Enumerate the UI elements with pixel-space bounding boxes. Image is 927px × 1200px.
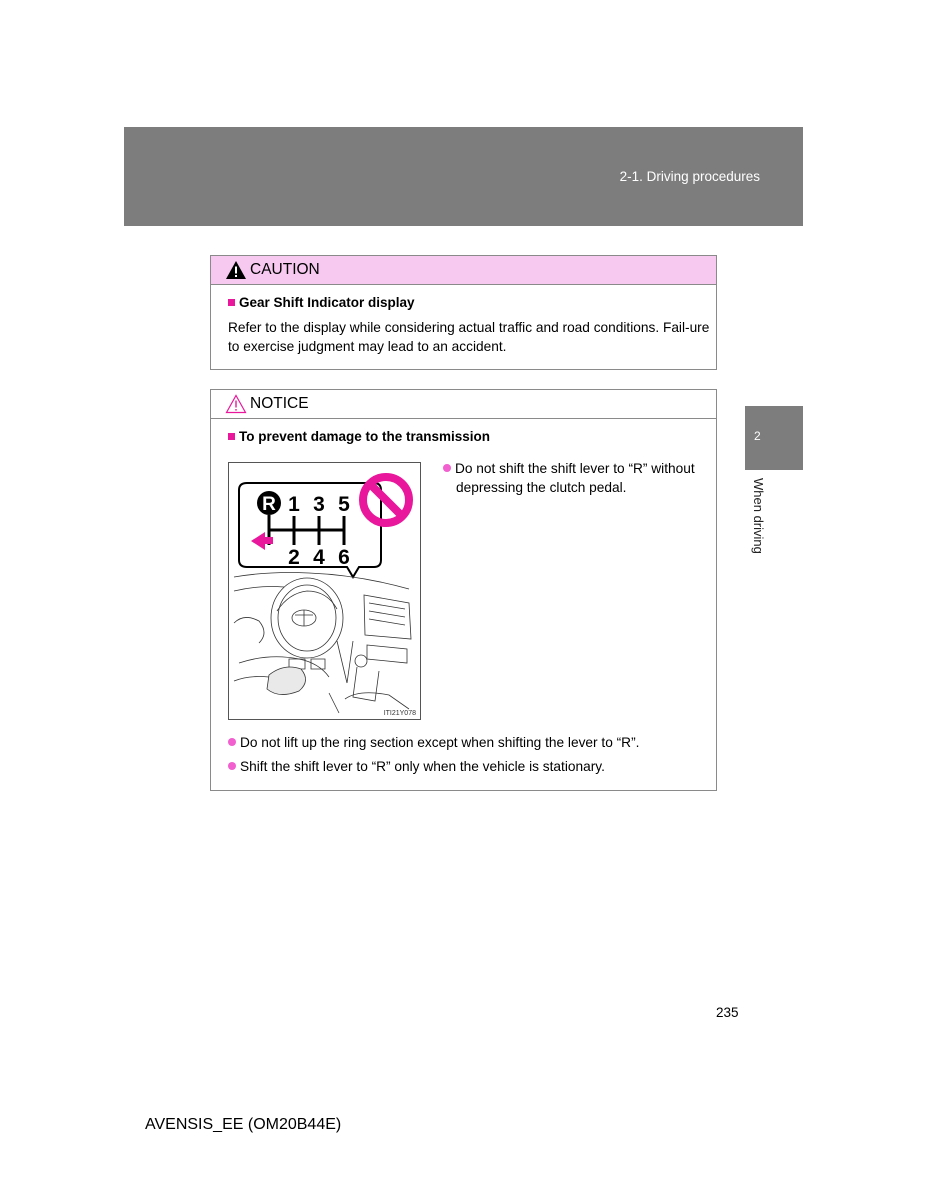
page-number: 235 bbox=[716, 1005, 739, 1020]
square-bullet-icon bbox=[228, 433, 235, 440]
section-title: 2-1. Driving procedures bbox=[619, 169, 760, 184]
gear-label: R bbox=[262, 494, 276, 515]
notice-bullet: Do not lift up the ring section except when shifting the lever to “R”. bbox=[228, 733, 708, 752]
gear-label: 6 bbox=[338, 546, 350, 569]
caution-box bbox=[210, 255, 717, 370]
figure-code: ITI21Y078 bbox=[383, 710, 416, 717]
shift-pattern-illustration bbox=[228, 462, 421, 720]
caution-heading: Gear Shift Indicator display bbox=[228, 295, 415, 310]
gear-label: 3 bbox=[313, 493, 325, 516]
bullet-dot-icon bbox=[228, 762, 236, 770]
gear-label: 5 bbox=[338, 493, 350, 516]
chapter-tab bbox=[745, 406, 803, 470]
gear-label: 4 bbox=[313, 546, 325, 569]
notice-title: NOTICE bbox=[250, 395, 309, 412]
notice-header bbox=[211, 390, 716, 419]
gear-label: 2 bbox=[288, 546, 300, 569]
caution-header bbox=[211, 256, 716, 285]
chapter-label: When driving bbox=[751, 478, 766, 554]
notice-bullet: Do not shift the shift lever to “R” without depressing the clutch pedal. bbox=[443, 459, 715, 497]
bullet-dot-icon bbox=[443, 464, 451, 472]
chapter-number: 2 bbox=[754, 429, 761, 443]
bullet-dot-icon bbox=[228, 738, 236, 746]
header-band bbox=[124, 127, 803, 226]
notice-bullet: Shift the shift lever to “R” only when the vehicle is stationary. bbox=[228, 757, 708, 776]
gear-label: 1 bbox=[288, 493, 300, 516]
notice-heading: To prevent damage to the transmission bbox=[228, 429, 490, 444]
warning-triangle-icon bbox=[225, 260, 247, 280]
prohibited-icon bbox=[363, 477, 409, 523]
caution-text: Refer to the display while considering actual traffic and road conditions. Fail-ure to exercise judgment may lead to an accident. bbox=[228, 320, 710, 354]
car-interior-sketch bbox=[234, 573, 411, 714]
gear-shift-diagram bbox=[229, 463, 420, 719]
document-footer: AVENSIS_EE (OM20B44E) bbox=[145, 1116, 342, 1133]
notice-box bbox=[210, 389, 717, 791]
caution-title: CAUTION bbox=[250, 261, 320, 278]
square-bullet-icon bbox=[228, 299, 235, 306]
notice-triangle-icon bbox=[225, 394, 247, 414]
